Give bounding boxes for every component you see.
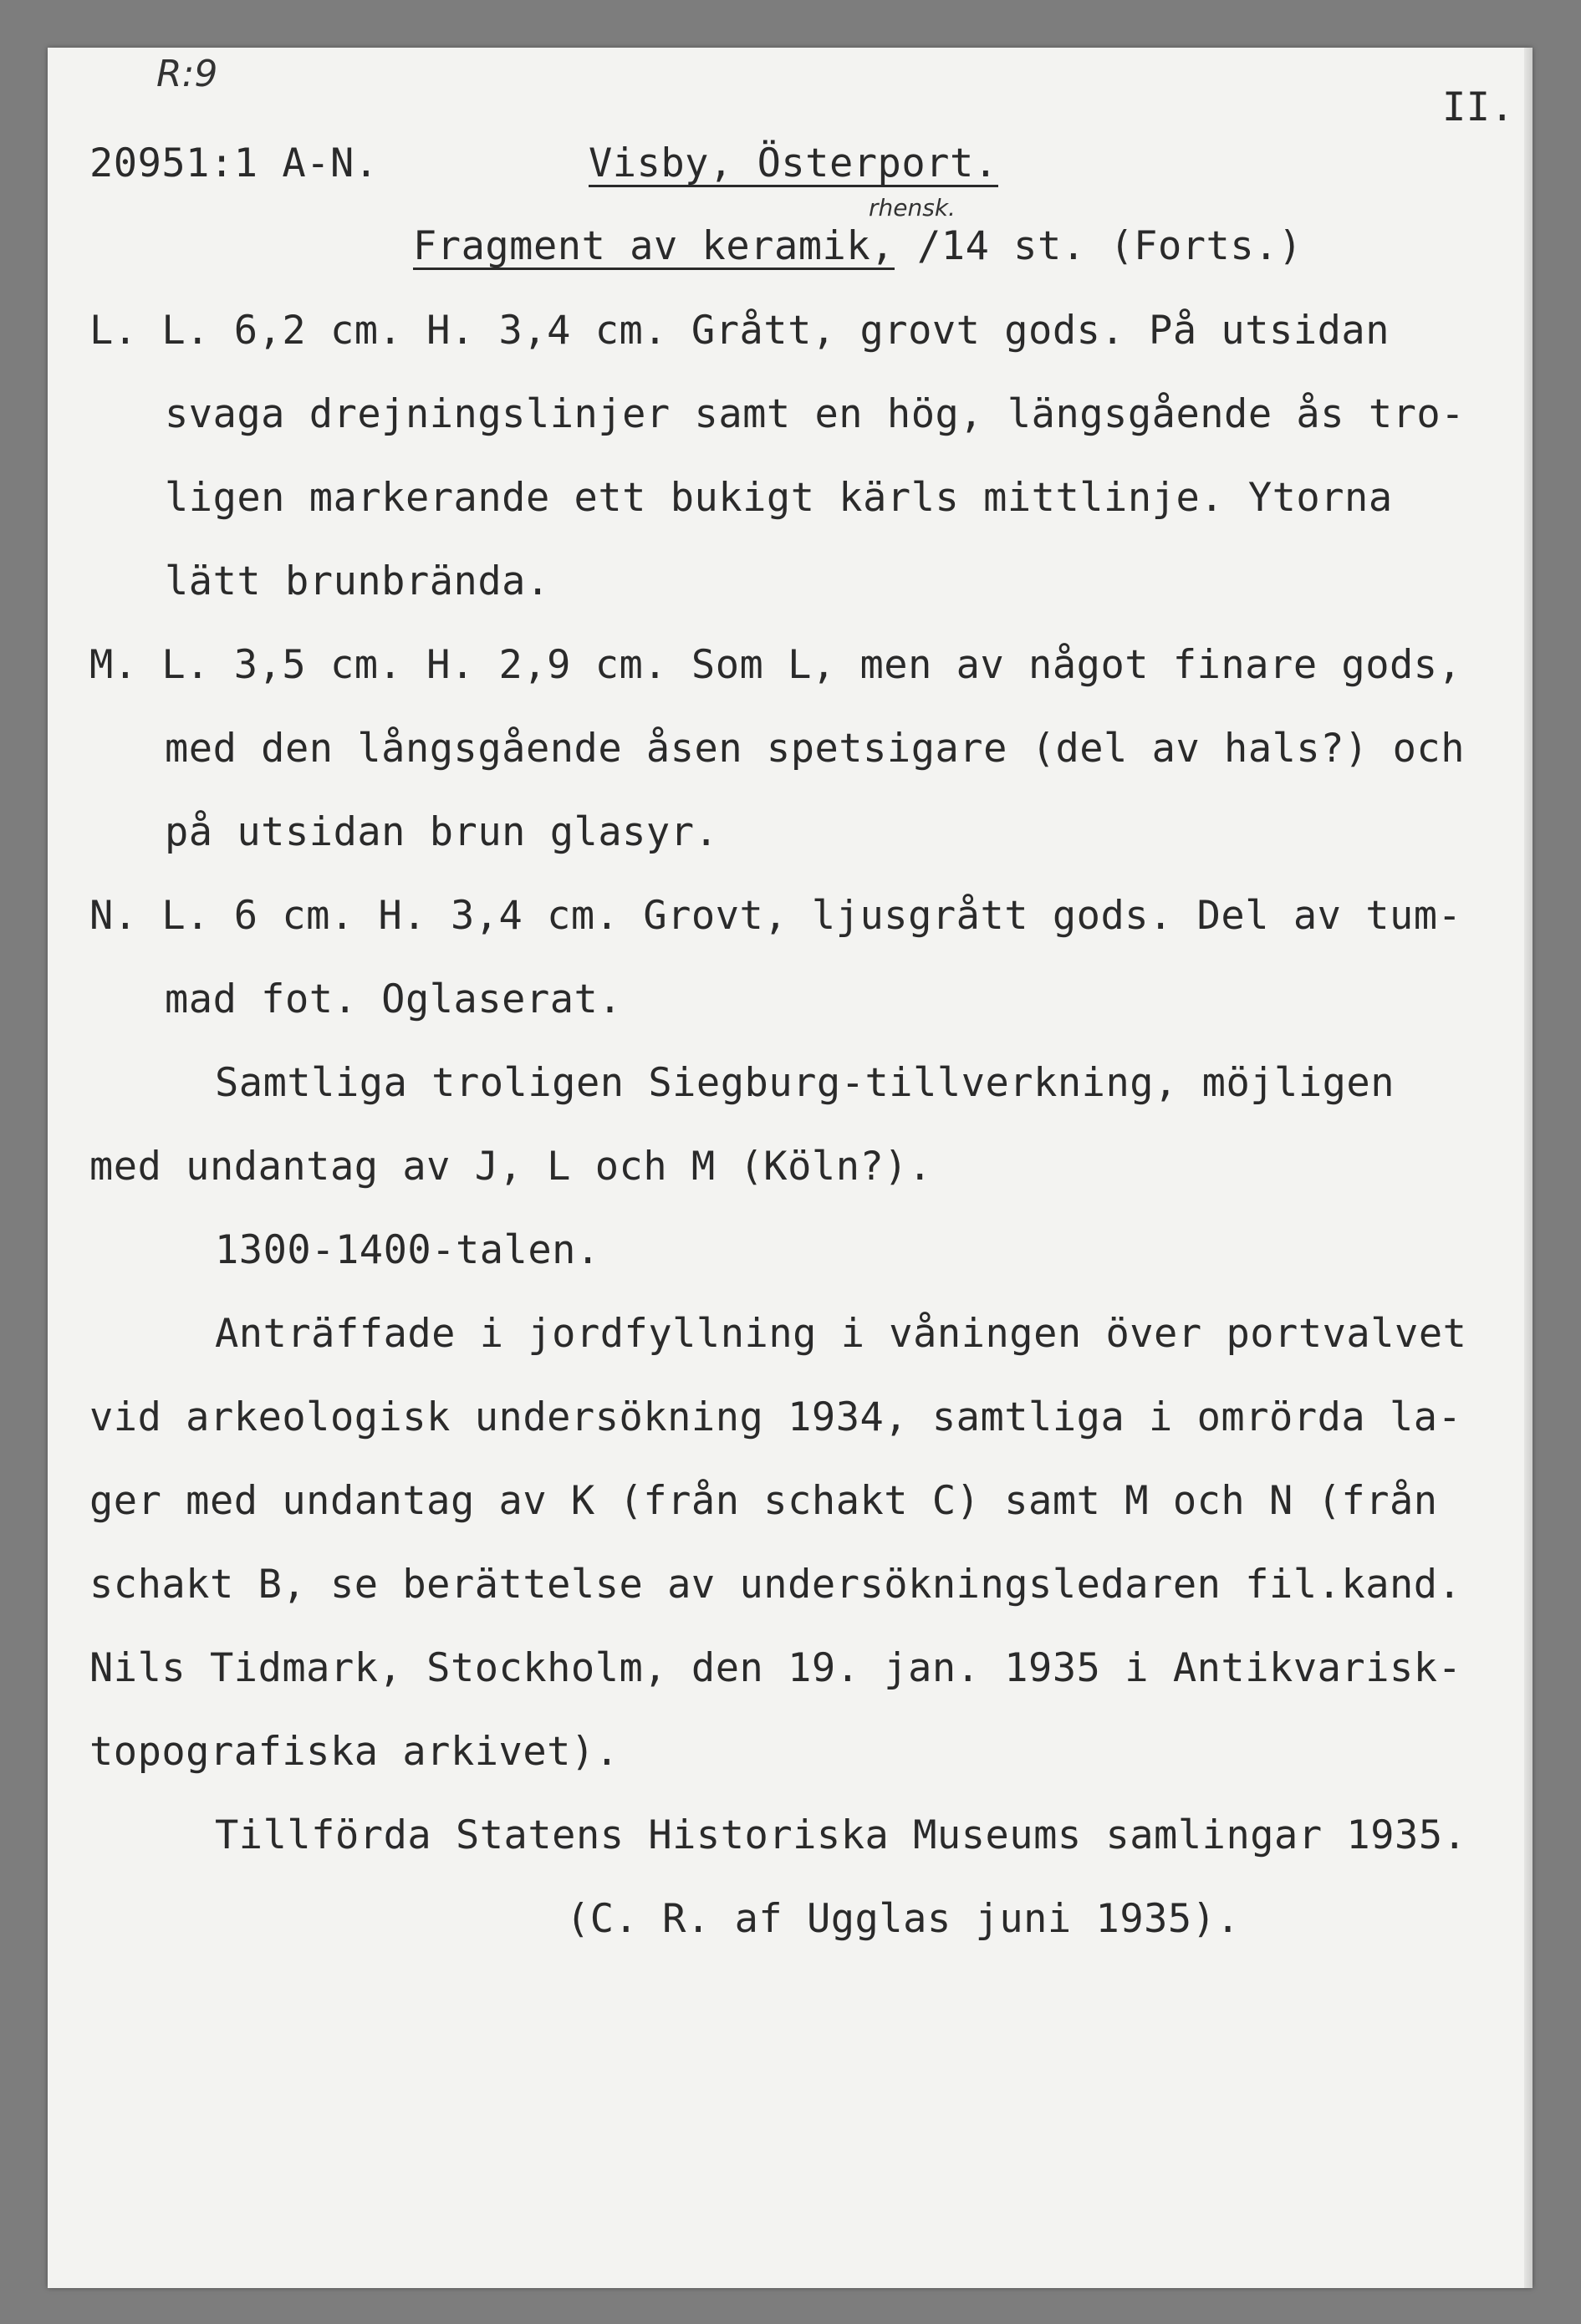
entry-l-line-3: ligen markerande ett bukigt kärls mittlinje. Ytorna bbox=[165, 475, 1393, 521]
attribution-line-2: med undantag av J, L och M (Köln?). bbox=[89, 1144, 932, 1190]
handwritten-insert: rhensk. bbox=[869, 194, 956, 222]
signature-line: (C. R. af Ugglas juni 1935). bbox=[566, 1896, 1241, 1942]
findspot-line-3: ger med undantag av K (från schakt C) samt M och N (från bbox=[89, 1478, 1438, 1524]
catalog-number: 20951:1 A-N. bbox=[89, 140, 379, 186]
entry-m-line-1: M. L. 3,5 cm. H. 2,9 cm. Som L, men av något finare gods, bbox=[89, 642, 1462, 688]
subtitle-fragment: Fragment av keramik, bbox=[413, 223, 895, 269]
location-heading: Visby, Österport. bbox=[589, 140, 998, 186]
entry-l-line-1: L. L. 6,2 cm. H. 3,4 cm. Grått, grovt gods. På utsidan bbox=[89, 308, 1390, 354]
dating-line: 1300-1400-talen. bbox=[215, 1227, 600, 1273]
entry-l-line-2: svaga drejningslinjer samt en hög, längsgående ås tro- bbox=[165, 391, 1466, 437]
findspot-line-4: schakt B, se berättelse av undersökningsledaren fil.kand. bbox=[89, 1562, 1462, 1608]
findspot-line-2: vid arkeologisk undersökning 1934, samtliga i omrörda la- bbox=[89, 1394, 1462, 1440]
entry-n-line-1: N. L. 6 cm. H. 3,4 cm. Grovt, ljusgrått gods. Del av tum- bbox=[89, 893, 1462, 939]
entry-m-line-3: på utsidan brun glasyr. bbox=[165, 809, 719, 855]
attribution-line-1: Samtliga troligen Siegburg-tillverkning, möjligen bbox=[215, 1060, 1395, 1106]
findspot-line-6: topografiska arkivet). bbox=[89, 1729, 620, 1775]
handwritten-reference: R:9 bbox=[156, 53, 218, 95]
page-number: II. bbox=[1442, 84, 1515, 130]
entry-n-line-2: mad fot. Oglaserat. bbox=[165, 976, 623, 1022]
acquisition-line: Tillförda Statens Historiska Museums samlingar 1935. bbox=[215, 1812, 1467, 1858]
entry-l-line-4: lätt brunbrända. bbox=[165, 558, 550, 604]
findspot-line-5: Nils Tidmark, Stockholm, den 19. jan. 1935 i Antikvarisk- bbox=[89, 1645, 1462, 1691]
findspot-line-1: Anträffade i jordfyllning i våningen över portvalvet bbox=[215, 1311, 1467, 1357]
entry-m-line-2: med den långsgående åsen spetsigare (del av hals?) och bbox=[165, 726, 1466, 772]
catalog-card bbox=[48, 48, 1533, 2288]
card-edge bbox=[1524, 48, 1533, 2288]
subtitle-count: /14 st. (Forts.) bbox=[917, 223, 1303, 269]
